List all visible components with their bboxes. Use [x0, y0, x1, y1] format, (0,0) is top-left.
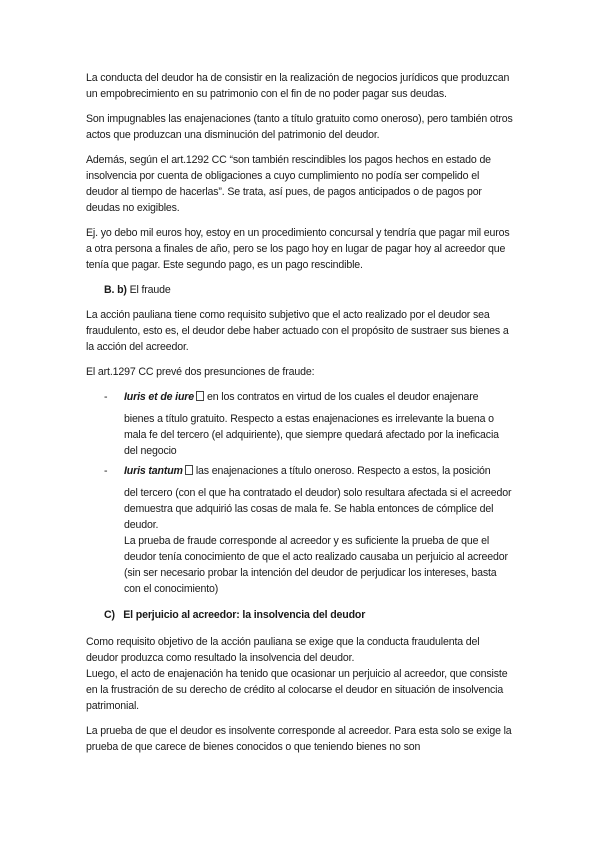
- item-extra-text: La prueba de fraude corresponde al acreedor y es suficiente la prueba de que el deudor tenía conocimiento de que el acto realizado causaba un perjuicio al acreedor (sin ser necesario probar la intención del deudor de perjudicar los intereses, basta con el conocimiento): [124, 535, 508, 595]
- section-b-prefix: B. b): [104, 284, 127, 296]
- paragraph-ejemplo: Ej. yo debo mil euros hoy, estoy en un procedimiento concursal y tendría que pagar mil euros a otra persona a finales de año, pero se los pago hoy en lugar de pagar hoy al acreedor que tenía que pagar. Este segundo pago, es un pago rescindible.: [86, 227, 510, 271]
- paragraph-impugnables: Son impugnables las enajenaciones (tanto a título gratuito como oneroso), pero también otros actos que produzcan una disminución del patrimonio del deudor.: [86, 113, 513, 141]
- item-text: del tercero (con el que ha contratado el deudor) solo resultara afectada si el acreedor demuestra que adquirió las cosas de mala fe. Se habla entonces de cómplice del deudor.: [124, 487, 512, 531]
- paragraph-art1292: Además, según el art.1292 CC “son también rescindibles los pagos hechos en estado de insolvencia por cuenta de obligaciones a cuyo cumplimiento no podía ser compelido el deudor al tiempo de hacerlas”. Se trata, así pues, de pagos anticipados o de pagos por deudas no exigibles.: [86, 154, 491, 214]
- paragraph-conducta: La conducta del deudor ha de consistir en la realización de negocios jurídicos que produzcan un empobrecimiento en su patrimonio con el fin de no poder pagar sus deudas.: [86, 72, 510, 100]
- section-b-title: El fraude: [129, 284, 171, 296]
- paragraph-prueba-insolvencia: La prueba de que el deudor es insolvente corresponde al acreedor. Para esta solo se exige la prueba de que carece de bienes conocidos o que teniendo bienes no son: [86, 725, 512, 753]
- dash-bullet: -: [104, 465, 108, 477]
- section-c-heading: [104, 607, 514, 623]
- symbol-box-icon: [196, 391, 204, 401]
- presunciones-list: [86, 389, 514, 597]
- list-item-iuris-tantum: [86, 463, 514, 597]
- section-b-heading: [104, 282, 514, 298]
- paragraph-requisito-line-2: Luego, el acto de enajenación ha tenido que ocasionar un perjuicio al acreedor, que consiste en la frustración de su derecho de crédito al colocarse el deudor en situación de insolvencia patrimonial.: [86, 668, 508, 712]
- paragraph-requisito-line-1: Como requisito objetivo de la acción pauliana se exige que la conducta fraudulenta del deudor produzca como resultado la insolvencia del deudor.: [86, 636, 480, 664]
- paragraph-accion-pauliana: La acción pauliana tiene como requisito subjetivo que el acto realizado por el deudor sea fraudulento, esto es, el deudor debe haber actuado con el propósito de sustraer sus bienes a la acción del acreedor.: [86, 309, 509, 353]
- section-c-title: C) El perjuicio al acreedor: la insolvencia del deudor: [104, 609, 366, 621]
- paragraph-art1297: El art.1297 CC prevé dos presunciones de fraude:: [86, 366, 315, 378]
- term-iuris-tantum: Iuris tantum: [124, 465, 183, 477]
- paragraph-requisito-objetivo: [86, 634, 514, 714]
- term-iuris-et-de-iure: Iuris et de iure: [124, 391, 195, 403]
- item-first-line: las enajenaciones a título oneroso. Respecto a estos, la posición: [195, 465, 491, 477]
- symbol-box-icon: [185, 465, 193, 475]
- item-text: bienes a título gratuito. Respecto a estas enajenaciones es irrelevante la buena o mala fe del tercero (el adquiriente), que siempre quedará afectado por la ineficacia del negocio: [124, 413, 499, 457]
- item-first-line: en los contratos en virtud de los cuales el deudor enajenare: [207, 391, 479, 403]
- dash-bullet: -: [104, 391, 108, 403]
- list-item-iuris-et-de-iure: [86, 389, 514, 459]
